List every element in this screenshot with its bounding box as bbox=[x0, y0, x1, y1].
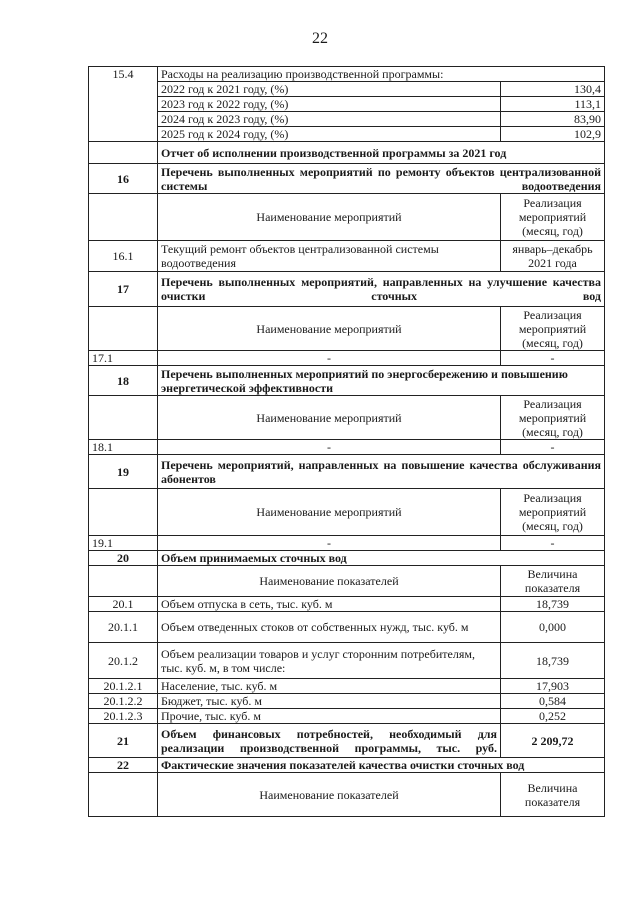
row-text: Прочие, тыс. куб. м bbox=[158, 709, 501, 724]
section-number: 21 bbox=[89, 724, 158, 758]
table-row-header bbox=[89, 194, 605, 241]
column-header-value: Величина показателя bbox=[501, 773, 605, 817]
row-value: 0,000 bbox=[501, 612, 605, 643]
row-number: 20.1 bbox=[89, 597, 158, 612]
column-header-value: Реализация мероприятий (месяц, год) bbox=[501, 489, 605, 536]
column-header-name: Наименование мероприятий bbox=[158, 194, 501, 241]
column-header-name: Наименование показателей bbox=[158, 773, 501, 817]
section-number: 19 bbox=[89, 455, 158, 489]
row-value: 17,903 bbox=[501, 679, 605, 694]
section-number: 18 bbox=[89, 366, 158, 396]
section-title: Фактические значения показателей качества очистки сточных вод bbox=[158, 758, 605, 773]
row-text: Население, тыс. куб. м bbox=[158, 679, 501, 694]
row-text: - bbox=[158, 536, 501, 551]
row-text: - bbox=[158, 351, 501, 366]
row-value: 18,739 bbox=[501, 597, 605, 612]
table-row-15-4 bbox=[89, 67, 605, 82]
column-header-value: Реализация мероприятий (месяц, год) bbox=[501, 396, 605, 440]
empty-cell bbox=[89, 307, 158, 351]
row-value: - bbox=[501, 440, 605, 455]
section-title: Перечень выполненных мероприятий по ремонту объектов централизованной системы водоотведения bbox=[158, 164, 605, 194]
row-number: 20.1.1 bbox=[89, 612, 158, 643]
empty-cell bbox=[89, 566, 158, 597]
table-row bbox=[89, 127, 605, 142]
empty-cell bbox=[89, 489, 158, 536]
year-ratio-label: 2022 год к 2021 году, (%) bbox=[158, 82, 501, 97]
table-row-20-1-2-3 bbox=[89, 709, 605, 724]
row-number: 16.1 bbox=[89, 241, 158, 272]
table-row bbox=[89, 97, 605, 112]
page-number: 22 bbox=[312, 30, 328, 47]
row-value: 2 209,72 bbox=[501, 724, 605, 758]
row-value: январь–декабрь 2021 года bbox=[501, 241, 605, 272]
table-row-21 bbox=[89, 724, 605, 758]
row-value: 18,739 bbox=[501, 643, 605, 679]
row-number: 20.1.2.1 bbox=[89, 679, 158, 694]
row-text: Текущий ремонт объектов централизованной системы водоотведения bbox=[158, 241, 501, 272]
empty-cell bbox=[89, 773, 158, 817]
section-title: Объем принимаемых сточных вод bbox=[158, 551, 605, 566]
section-number: 20 bbox=[89, 551, 158, 566]
table-row-17-1 bbox=[89, 351, 605, 366]
row-text: - bbox=[158, 440, 501, 455]
empty-cell bbox=[89, 396, 158, 440]
table-row-20-1-2-1 bbox=[89, 679, 605, 694]
table-row-20-1-1 bbox=[89, 612, 605, 643]
row-number: 19.1 bbox=[89, 536, 158, 551]
empty-cell bbox=[89, 142, 158, 164]
table-row-20-1-2 bbox=[89, 643, 605, 679]
year-ratio-value: 102,9 bbox=[501, 127, 605, 142]
row-text: Объем отведенных стоков от собственных нужд, тыс. куб. м bbox=[158, 612, 501, 643]
table-row-header bbox=[89, 396, 605, 440]
column-header-name: Наименование мероприятий bbox=[158, 396, 501, 440]
table-row-19 bbox=[89, 455, 605, 489]
row-number: 20.1.2 bbox=[89, 643, 158, 679]
table-row-20 bbox=[89, 551, 605, 566]
row-text: Объем отпуска в сеть, тыс. куб. м bbox=[158, 597, 501, 612]
year-ratio-label: 2024 год к 2023 году, (%) bbox=[158, 112, 501, 127]
table-row-header bbox=[89, 489, 605, 536]
section-number: 16 bbox=[89, 164, 158, 194]
table-row-16-1 bbox=[89, 241, 605, 272]
row-text: Объем реализации товаров и услуг сторонним потребителям, тыс. куб. м, в том числе: bbox=[158, 643, 501, 679]
row-value: 0,584 bbox=[501, 694, 605, 709]
row-value: - bbox=[501, 351, 605, 366]
row-number: 15.4 bbox=[89, 67, 158, 142]
row-number: 17.1 bbox=[89, 351, 158, 366]
year-ratio-value: 83,90 bbox=[501, 112, 605, 127]
table-row bbox=[89, 112, 605, 127]
table-row-report-title bbox=[89, 142, 605, 164]
row-text: Бюджет, тыс. куб. м bbox=[158, 694, 501, 709]
section-title: Объем финансовых потребностей, необходимый для реализации производственной программы, тыс. руб. bbox=[158, 724, 501, 758]
column-header-value: Величина показателя bbox=[501, 566, 605, 597]
table-row-18-1 bbox=[89, 440, 605, 455]
row-text: Расходы на реализацию производственной программы: bbox=[158, 67, 605, 82]
report-title: Отчет об исполнении производственной программы за 2021 год bbox=[158, 142, 605, 164]
column-header-name: Наименование показателей bbox=[158, 566, 501, 597]
column-header-value: Реализация мероприятий (месяц, год) bbox=[501, 307, 605, 351]
table-row-17 bbox=[89, 272, 605, 307]
table-row bbox=[89, 82, 605, 97]
table-row-19-1 bbox=[89, 536, 605, 551]
column-header-name: Наименование мероприятий bbox=[158, 489, 501, 536]
table-row-header bbox=[89, 566, 605, 597]
empty-cell bbox=[89, 194, 158, 241]
row-number: 20.1.2.2 bbox=[89, 694, 158, 709]
table-row-20-1-2-2 bbox=[89, 694, 605, 709]
section-number: 17 bbox=[89, 272, 158, 307]
section-title: Перечень мероприятий, направленных на повышение качества обслуживания абонентов bbox=[158, 455, 605, 489]
row-number: 18.1 bbox=[89, 440, 158, 455]
row-value: 0,252 bbox=[501, 709, 605, 724]
section-title: Перечень выполненных мероприятий, направленных на улучшение качества очистки сточных вод bbox=[158, 272, 605, 307]
year-ratio-label: 2023 год к 2022 году, (%) bbox=[158, 97, 501, 112]
table-row-header bbox=[89, 307, 605, 351]
column-header-name: Наименование мероприятий bbox=[158, 307, 501, 351]
table-row-22 bbox=[89, 758, 605, 773]
table-row-18 bbox=[89, 366, 605, 396]
year-ratio-value: 130,4 bbox=[501, 82, 605, 97]
production-program-table bbox=[88, 66, 605, 817]
column-header-value: Реализация мероприятий (месяц, год) bbox=[501, 194, 605, 241]
table-row-16 bbox=[89, 164, 605, 194]
row-value: - bbox=[501, 536, 605, 551]
section-title: Перечень выполненных мероприятий по энергосбережению и повышению энергетической эффективности bbox=[158, 366, 605, 396]
table-row-20-1 bbox=[89, 597, 605, 612]
section-number: 22 bbox=[89, 758, 158, 773]
year-ratio-label: 2025 год к 2024 году, (%) bbox=[158, 127, 501, 142]
year-ratio-value: 113,1 bbox=[501, 97, 605, 112]
row-number: 20.1.2.3 bbox=[89, 709, 158, 724]
table-row-header bbox=[89, 773, 605, 817]
